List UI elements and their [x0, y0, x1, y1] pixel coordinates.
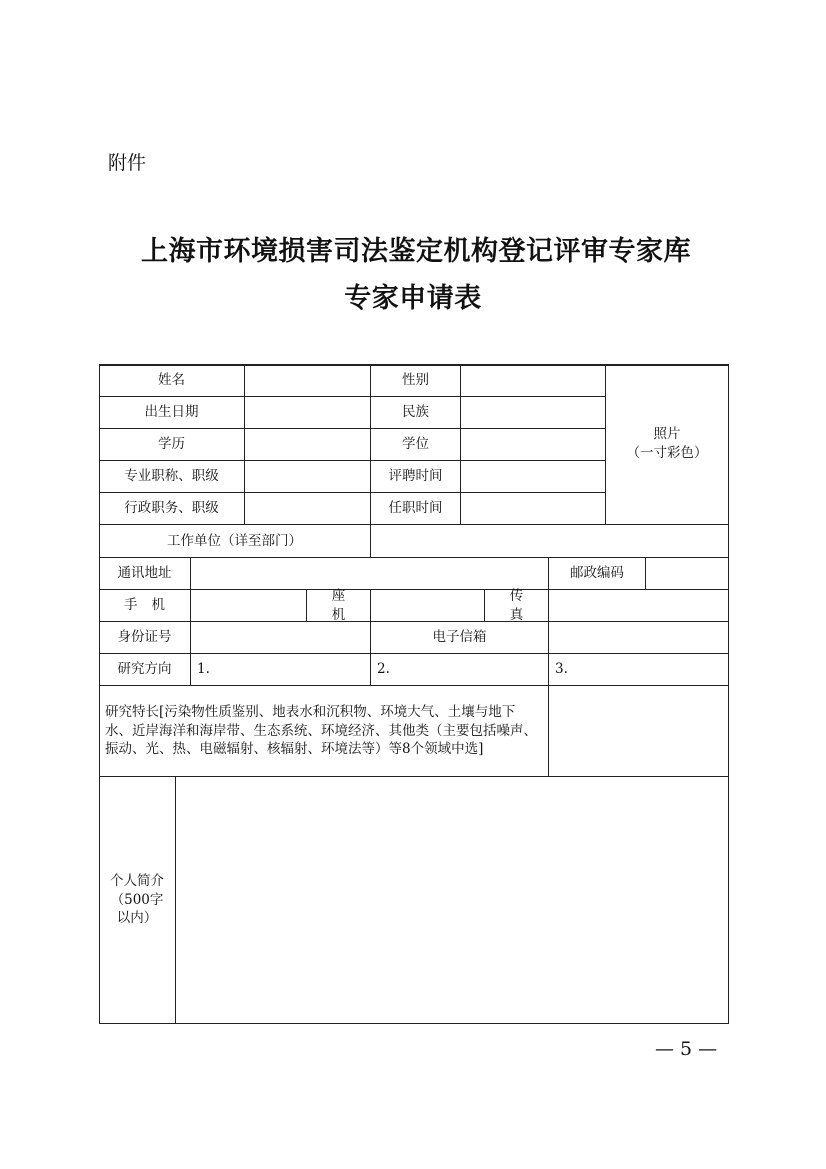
- workplace-field[interactable]: [371, 525, 729, 558]
- workplace-label: 工作单位（详至部门）: [99, 525, 371, 558]
- profile-field[interactable]: [176, 777, 729, 1024]
- landline-label-text: 座机: [331, 587, 360, 623]
- form-title-line2: 专家申请表: [344, 283, 482, 314]
- page-number: — 5 —: [655, 1038, 718, 1060]
- admin-position-field[interactable]: [245, 493, 371, 525]
- id-number-field[interactable]: [191, 622, 371, 654]
- admin-position-label: 行政职务、职级: [99, 493, 245, 525]
- attachment-label: 附件: [108, 152, 147, 174]
- degree-field[interactable]: [461, 429, 606, 461]
- photo-note: （一寸彩色）: [626, 445, 708, 461]
- application-form: [99, 364, 729, 1024]
- research-direction-1[interactable]: 1.: [191, 654, 371, 686]
- photo-label: 照片: [653, 426, 681, 443]
- id-number-label: 身份证号: [99, 622, 191, 654]
- mobile-label-text: 手机: [124, 597, 179, 614]
- specialty-label: 研究特长[污染物性质鉴别、地表水和沉积物、环境大气、土壤与地下水、近岸海洋和海岸带、生态系统、环境经济、其他类（主要包括噪声、振动、光、热、电磁辐射、核辐射、环境法等）等8个领域中选]: [99, 686, 549, 777]
- profile-label-line3: 以内）: [116, 910, 158, 927]
- tenure-time-field[interactable]: [461, 493, 606, 525]
- address-field[interactable]: [191, 558, 549, 590]
- specialty-field[interactable]: [549, 686, 729, 777]
- mobile-field[interactable]: [191, 590, 307, 622]
- appointment-time-label: 评聘时间: [371, 461, 461, 493]
- birth-date-field[interactable]: [245, 397, 371, 429]
- name-label: 姓名: [99, 364, 245, 397]
- postcode-field[interactable]: [646, 558, 729, 590]
- profile-label-line2: （500字: [110, 891, 164, 908]
- ethnicity-label: 民族: [371, 397, 461, 429]
- appointment-time-field[interactable]: [461, 461, 606, 493]
- mobile-label: [99, 590, 191, 622]
- degree-label: 学位: [371, 429, 461, 461]
- title-level-field[interactable]: [245, 461, 371, 493]
- profile-label-line1: 个人简介: [110, 872, 164, 889]
- name-field[interactable]: [245, 364, 371, 397]
- profile-label: [99, 777, 176, 1024]
- address-label: 通讯地址: [99, 558, 191, 590]
- fax-label: [485, 587, 549, 623]
- postcode-label: 邮政编码: [549, 558, 646, 590]
- email-label: 电子信箱: [371, 622, 549, 654]
- ethnicity-field[interactable]: [461, 397, 606, 429]
- fax-field[interactable]: [549, 590, 729, 622]
- research-direction-2[interactable]: 2.: [371, 654, 549, 686]
- form-title-line1: 上海市环境损害司法鉴定机构登记评审专家库: [141, 236, 691, 267]
- email-field[interactable]: [549, 622, 729, 654]
- gender-field[interactable]: [461, 364, 606, 397]
- research-direction-label: 研究方向: [99, 654, 191, 686]
- research-direction-3[interactable]: 3.: [549, 654, 729, 686]
- education-label: 学历: [99, 429, 245, 461]
- education-field[interactable]: [245, 429, 371, 461]
- landline-label: [307, 587, 371, 623]
- tenure-time-label: 任职时间: [371, 493, 461, 525]
- gender-label: 性别: [371, 364, 461, 397]
- photo-box[interactable]: [606, 364, 729, 525]
- fax-label-text: 传真: [509, 587, 538, 623]
- birth-date-label: 出生日期: [99, 397, 245, 429]
- title-level-label: 专业职称、职级: [99, 461, 245, 493]
- landline-field[interactable]: [371, 590, 485, 622]
